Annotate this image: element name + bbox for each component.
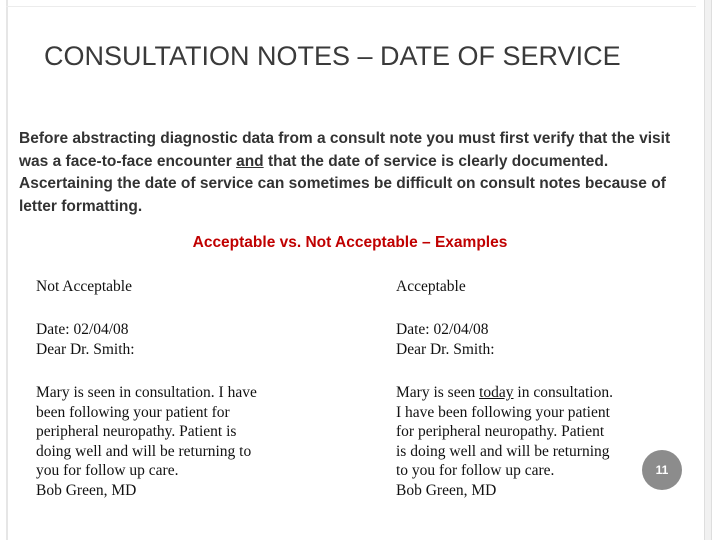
acceptable-body — [396, 383, 666, 500]
acceptable-date-block — [396, 320, 666, 359]
not-acceptable-date: Date: 02/04/08 — [36, 321, 129, 338]
page-number-badge: 11 — [642, 450, 682, 490]
intro-underlined-word: and — [236, 152, 264, 170]
examples-subtitle: Acceptable vs. Not Acceptable – Examples — [192, 234, 508, 251]
not-acceptable-line: been following your patient for — [36, 403, 230, 421]
acceptable-date: Date: 02/04/08 — [396, 321, 489, 338]
slide-frame-top — [6, 6, 696, 7]
not-acceptable-body — [36, 383, 336, 500]
slide-side-rail — [704, 0, 712, 540]
not-acceptable-header: Not Acceptable — [36, 278, 132, 295]
intro-paragraph — [19, 128, 679, 218]
not-acceptable-line: peripheral neuropathy. Patient is — [36, 423, 237, 440]
slide-frame-left — [6, 0, 8, 540]
not-acceptable-signature: Bob Green, MD — [36, 481, 137, 499]
intro-text-part1: Before abstracting diagnostic data from a consult note you must first verify that the visit was a face-to-face encounter — [19, 130, 671, 170]
slide-title: CONSULTATION NOTES – DATE OF SERVICE — [44, 41, 621, 71]
acceptable-line1-post: in consultation. — [513, 384, 613, 401]
not-acceptable-line: you for follow up care. — [36, 462, 179, 479]
acceptable-signature: Bob Green, MD — [396, 481, 497, 499]
acceptable-header: Acceptable — [396, 278, 466, 295]
not-acceptable-line: Mary is seen in consultation. I have — [36, 384, 257, 401]
not-acceptable-date-block — [36, 320, 336, 359]
acceptable-line: for peripheral neuropathy. Patient — [396, 423, 605, 440]
acceptable-line: to you for follow up care. — [396, 462, 555, 479]
not-acceptable-salutation: Dear Dr. Smith: — [36, 340, 135, 358]
acceptable-salutation: Dear Dr. Smith: — [396, 340, 495, 358]
acceptable-line: I have been following your patient — [396, 403, 610, 421]
intro-text-part2: that the date of service is clearly documented. Ascertaining the date of service can sometimes be difficult on consult notes because of letter formatting. — [19, 152, 666, 215]
acceptable-line1-pre: Mary is seen — [396, 384, 480, 401]
acceptable-first-line — [396, 383, 666, 403]
acceptable-line: is doing well and will be returning — [396, 442, 610, 460]
acceptable-underlined-word: today — [479, 384, 514, 401]
not-acceptable-line: doing well and will be returning to — [36, 442, 252, 460]
